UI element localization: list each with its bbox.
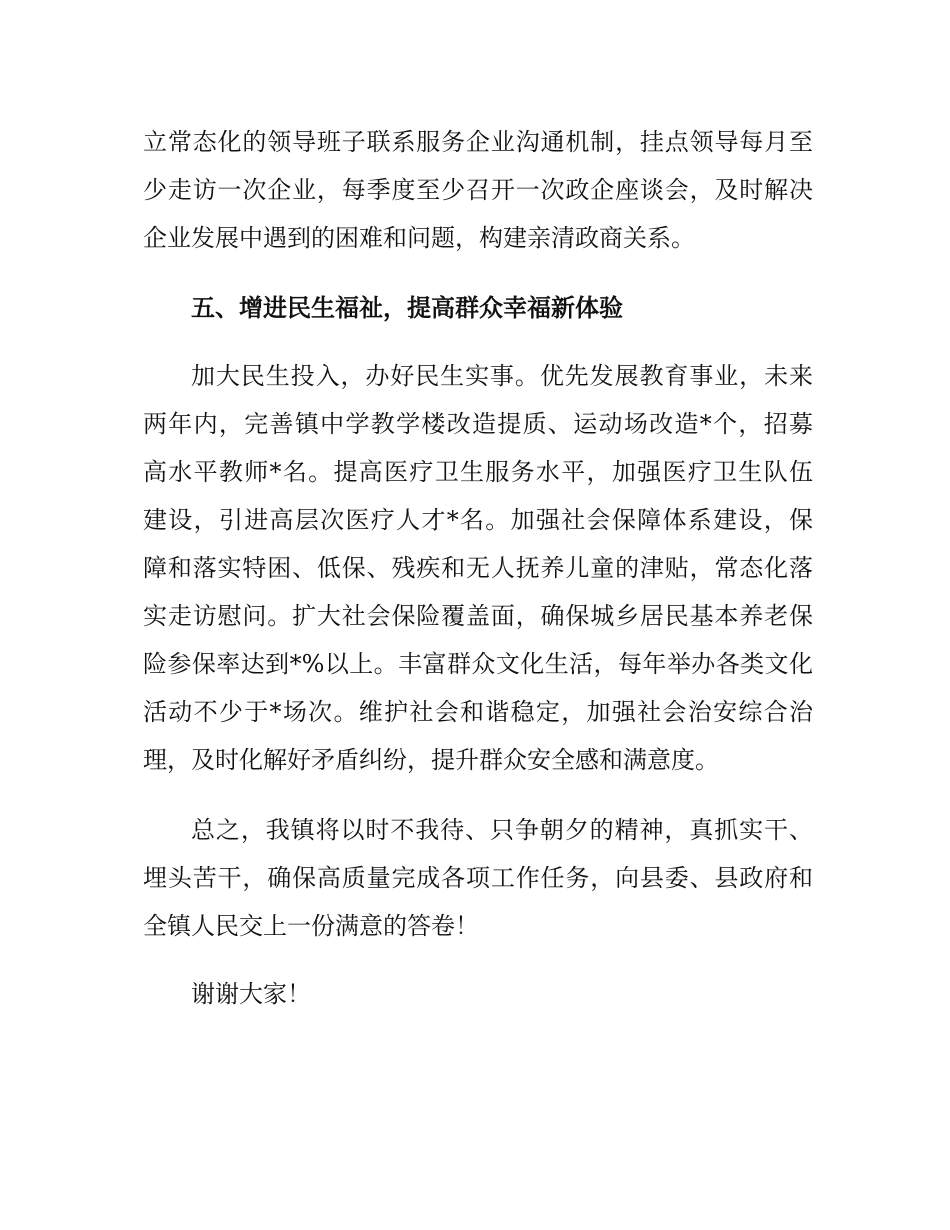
closing-remark: 谢谢大家！	[191, 980, 311, 1008]
text-line: 少走访一次企业，每季度至少召开一次政企座谈会，及时解决	[143, 176, 813, 204]
text-line: 加大民生投入，办好民生实事。优先发展教育事业，未来	[191, 362, 813, 390]
text-line: 险参保率达到*%以上。丰富群众文化生活，每年举办各类文化	[143, 650, 813, 678]
text-line: 高水平教师*名。提高医疗卫生服务水平，加强医疗卫生队伍	[143, 458, 813, 486]
text-line: 全镇人民交上一份满意的答卷！	[143, 912, 479, 940]
text-line: 两年内，完善镇中学教学楼改造提质、运动场改造*个，招募	[143, 410, 813, 438]
text-line: 活动不少于*场次。维护社会和谐稳定，加强社会治安综合治	[143, 698, 813, 726]
text-line: 总之，我镇将以时不我待、只争朝夕的精神，真抓实干、	[191, 816, 813, 844]
text-line: 埋头苦干，确保高质量完成各项工作任务，向县委、县政府和	[143, 864, 813, 892]
text-line: 理，及时化解好矛盾纠纷，提升群众安全感和满意度。	[143, 746, 719, 774]
section-heading: 五、增进民生福祉，提高群众幸福新体验	[191, 294, 623, 322]
text-line: 实走访慰问。扩大社会保险覆盖面，确保城乡居民基本养老保	[143, 602, 813, 630]
text-line: 企业发展中遇到的困难和问题，构建亲清政商关系。	[143, 224, 695, 252]
text-line: 障和落实特困、低保、残疾和无人抚养儿童的津贴，常态化落	[143, 554, 813, 582]
text-line: 建设，引进高层次医疗人才*名。加强社会保障体系建设，保	[143, 506, 813, 534]
text-line: 立常态化的领导班子联系服务企业沟通机制，挂点领导每月至	[143, 128, 813, 156]
